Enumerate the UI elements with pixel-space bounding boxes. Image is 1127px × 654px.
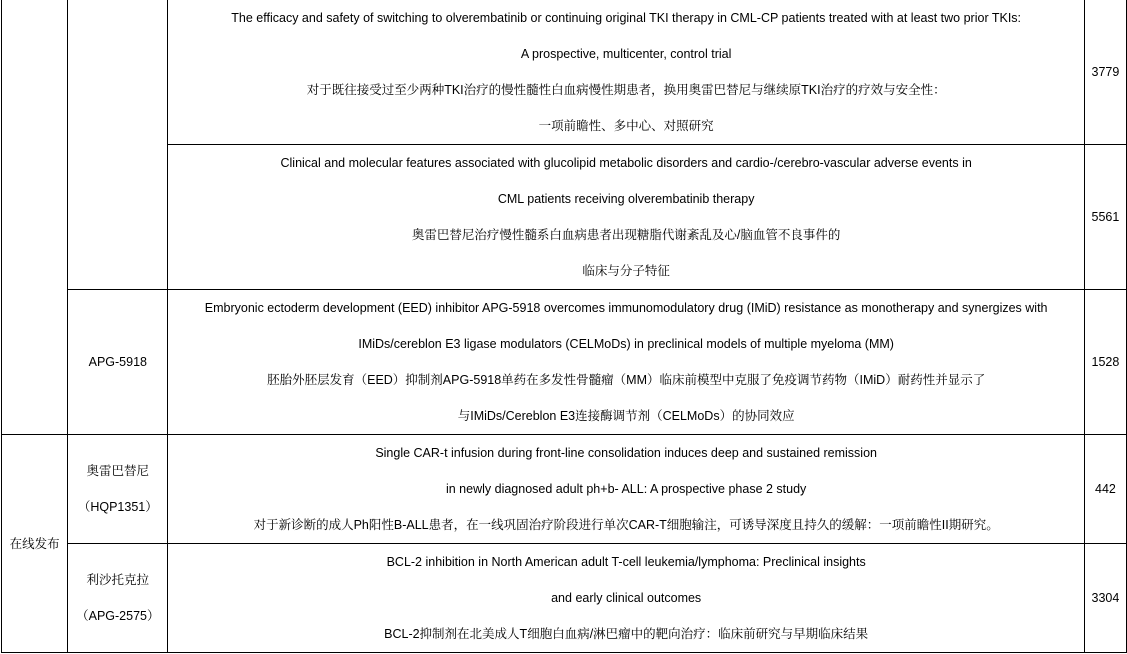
title-cell [168,145,1084,290]
title-line-en: The efficacy and safety of switching to olverembatinib or continuing original TKI therapy in CML-CP patients treated with at least two prior TKIs: [231,11,1022,25]
number-cell [1084,0,1126,145]
title-line-zh: 与IMiDs/Cereblon E3连接酶调节剂（CELMoDs）的协同效应 [457,409,795,423]
title-line-zh: 胚胎外胚层发育（EED）抑制剂APG-5918单药在多发性骨髓瘤（MM）临床前模型中克服了免疫调节药物（IMiD）耐药性并显示了 [267,373,986,387]
title-line-zh: 奥雷巴替尼治疗慢性髓系白血病患者出现糖脂代谢紊乱及心/脑血管不良事件的 [411,228,841,242]
category-cell [2,435,68,653]
number-cell [1084,145,1126,290]
number-cell [1084,435,1126,544]
number-cell [1084,290,1126,435]
abstract-number: 3779 [1091,65,1120,79]
drug-name: 利沙托克拉 [86,573,150,587]
drug-code: （HQP1351） [77,500,158,514]
table-row [2,435,1127,544]
title-line-en: and early clinical outcomes [551,591,702,605]
drug-code: （APG-2575） [76,609,160,623]
title-line-en: BCL-2 inhibition in North American adult T-cell leukemia/lymphoma: Preclinical insights [386,555,866,569]
publications-table [1,0,1127,653]
title-cell [168,435,1084,544]
category-label: 在线发布 [9,536,60,551]
title-line-zh: 对于新诊断的成人Ph阳性B-ALL患者，在一线巩固治疗阶段进行单次CAR-T细胞输注，可诱导深度且持久的缓解：一项前瞻性II期研究。 [253,518,999,532]
title-line-zh: 对于既往接受过至少两种TKI治疗的慢性髓性白血病慢性期患者，换用奥雷巴替尼与继续原TKI治疗的疗效与安全性： [306,83,946,97]
table-row [2,544,1127,653]
drug-cell [68,290,168,435]
abstract-number: 3304 [1091,591,1120,605]
title-line-zh: 临床与分子特征 [582,264,670,278]
abstract-number: 5561 [1091,210,1120,224]
title-line-en: Embryonic ectoderm development (EED) inhibitor APG-5918 overcomes immunomodulatory drug (IMiD) resistance as monotherapy and synergizes with [204,301,1048,315]
abstract-number: 1528 [1091,355,1120,369]
category-cell [2,0,68,435]
abstract-number: 442 [1095,482,1116,496]
title-line-en: Clinical and molecular features associated with glucolipid metabolic disorders and cardio-/cerebro-vascular adverse events in [280,156,972,170]
title-cell [168,544,1084,653]
title-line-en: Single CAR-t infusion during front-line consolidation induces deep and sustained remission [375,446,877,460]
title-cell [168,0,1084,145]
drug-cell [68,544,168,653]
title-line-en: A prospective, multicenter, control trial [520,47,732,61]
title-cell [168,290,1084,435]
title-line-en: CML patients receiving olverembatinib therapy [497,192,755,206]
drug-cell [68,435,168,544]
number-cell [1084,544,1126,653]
drug-name: 奥雷巴替尼 [86,464,150,478]
drug-cell [68,0,168,290]
table-row [2,0,1127,145]
title-line-zh: BCL-2抑制剂在北美成人T细胞白血病/淋巴瘤中的靶向治疗：临床前研究与早期临床结果 [384,627,869,641]
title-line-en: in newly diagnosed adult ph+b- ALL: A prospective phase 2 study [445,482,807,496]
table-row [2,290,1127,435]
drug-name: APG-5918 [88,355,147,369]
title-line-en: IMiDs/cereblon E3 ligase modulators (CELMoDs) in preclinical models of multiple myeloma (MM) [358,337,894,351]
table-row [2,145,1127,290]
title-line-zh: 一项前瞻性、多中心、对照研究 [538,119,714,133]
